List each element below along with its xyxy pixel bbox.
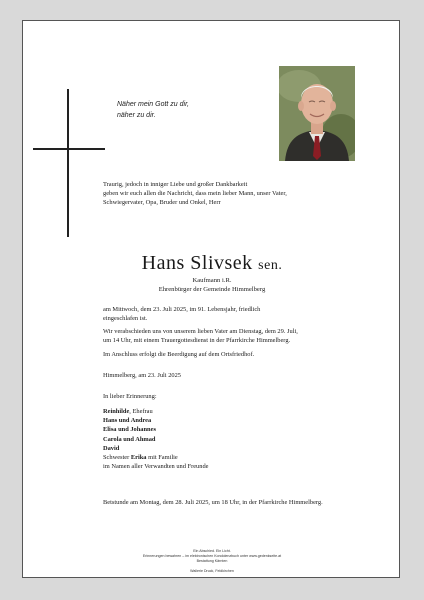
family-member — [103, 453, 208, 462]
family-member-prefix: Schwester — [103, 454, 131, 462]
verse-line-1: Näher mein Gott zu dir, — [117, 101, 189, 108]
death-line: eingeschlafen ist. — [103, 315, 148, 323]
deceased-name — [23, 251, 401, 278]
family-member-name: Reinhilde — [103, 408, 130, 415]
family-closing: im Namen aller Verwandten und Freunde — [103, 463, 209, 471]
family-member-name: Hans und Andrea — [103, 417, 152, 425]
intro-line: Traurig, jedoch in inniger Liebe und großer Dankbarkeit — [103, 181, 248, 188]
role-occupation: Kaufmann i.R. — [192, 277, 232, 284]
place-and-date: Himmelberg, am 23. Juli 2025 — [103, 372, 181, 379]
obituary-page — [22, 20, 400, 578]
cross-horizontal-bar — [33, 148, 105, 150]
verse — [117, 99, 189, 121]
family-member-name: Erika — [130, 454, 147, 462]
intro-line: Schwiegervater, Opa, Bruder und Onkel, Herr — [103, 199, 221, 207]
family-member-relation: mit Familie — [146, 454, 178, 462]
footer-printer: Wallerie Druck, Feldkirchen — [190, 569, 234, 573]
footer-line: Bestattung Kärnten — [196, 559, 228, 563]
intro-line: geben wir euch allen die Nachricht, dass mein lieber Mann, unser Vater, — [103, 190, 287, 198]
burial-notice: Im Anschluss erfolgt die Beerdigung auf dem Ortsfriedhof. — [103, 351, 255, 358]
footer-line: Erinnerungen bewahren – im elektronischen Kondolenzbuch unter www.gedenkseite.at — [142, 554, 282, 558]
family-member-name: David — [103, 444, 120, 452]
name-suffix: sen. — [258, 258, 283, 273]
role-honorary: Ehrenbürger der Gemeinde Himmelberg — [158, 286, 266, 293]
family-member — [103, 444, 208, 453]
memory-label: In lieber Erinnerung: — [103, 393, 157, 400]
intro-text — [103, 180, 287, 208]
funeral-notice — [103, 327, 298, 345]
funeral-line: um 14 Uhr, mit einem Trauergottesdienst in der Pfarrkirche Himmelberg. — [103, 337, 291, 345]
death-notice — [103, 305, 260, 323]
cross-vertical-bar — [67, 89, 69, 237]
funeral-line: Wir verabschieden uns von unserem lieben Vater am Dienstag, dem 29. Juli, — [103, 328, 298, 335]
verse-line-2: näher zu dir. — [117, 112, 156, 119]
family-member — [103, 435, 208, 444]
family-member — [103, 416, 208, 425]
family-list — [103, 407, 208, 471]
family-member-relation: , Ehefrau — [129, 408, 153, 415]
death-line: am Mittwoch, dem 23. Juli 2025, im 91. Lebensjahr, friedlich — [103, 306, 261, 313]
family-member-name: Carola und Ahmad — [103, 435, 156, 443]
portrait-photo — [279, 66, 355, 161]
family-member — [103, 425, 208, 434]
footer-line: Ein Abschied. Ein Licht. — [193, 549, 231, 553]
footer — [23, 549, 401, 574]
name-main: Hans Slivsek — [141, 252, 253, 274]
family-member — [103, 407, 208, 416]
family-member-name: Elisa und Johannes — [103, 426, 156, 434]
rosary-notice: Betstunde am Montag, dem 28. Juli 2025, um 18 Uhr, in der Pfarrkirche Himmelberg. — [103, 499, 323, 506]
